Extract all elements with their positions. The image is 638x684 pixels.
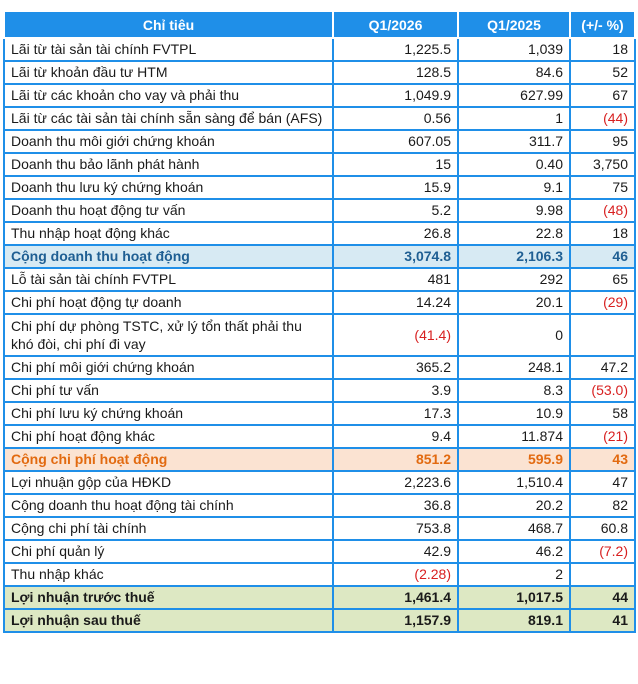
row-q1-2026: 607.05 — [333, 130, 458, 153]
row-q1-2026: 365.2 — [333, 356, 458, 379]
row-q1-2026: 17.3 — [333, 402, 458, 425]
row-label: Lãi từ các tài sản tài chính sẵn sàng để bán (AFS) — [4, 107, 333, 130]
row-change: (48) — [570, 199, 635, 222]
row-change: 18 — [570, 222, 635, 245]
row-change: 47.2 — [570, 356, 635, 379]
row-change: 65 — [570, 268, 635, 291]
total-operating-revenue-row — [4, 245, 635, 268]
row-change: (29) — [570, 291, 635, 314]
row-q1-2025: 2 — [458, 563, 570, 586]
row-q1-2026: 36.8 — [333, 494, 458, 517]
row-q1-2026: 851.2 — [333, 448, 458, 471]
header-q1-2025: Q1/2025 — [458, 11, 570, 38]
row-label: Chi phí tư vấn — [4, 379, 333, 402]
income-statement-table — [3, 10, 636, 633]
row-q1-2025: 1,510.4 — [458, 471, 570, 494]
row-q1-2026: 2,223.6 — [333, 471, 458, 494]
profit-before-tax-row — [4, 586, 635, 609]
row-label: Chi phí quản lý — [4, 540, 333, 563]
row-q1-2025: 0.40 — [458, 153, 570, 176]
row-q1-2026: 1,225.5 — [333, 38, 458, 61]
table-row — [4, 356, 635, 379]
row-label: Lãi từ tài sản tài chính FVTPL — [4, 38, 333, 61]
row-label: Doanh thu lưu ký chứng khoán — [4, 176, 333, 199]
row-label: Doanh thu hoạt động tư vấn — [4, 199, 333, 222]
table-row — [4, 107, 635, 130]
row-change: 46 — [570, 245, 635, 268]
row-q1-2025: 11.874 — [458, 425, 570, 448]
row-q1-2026: 3,074.8 — [333, 245, 458, 268]
row-q1-2026: 14.24 — [333, 291, 458, 314]
table-row — [4, 517, 635, 540]
total-operating-expense-row — [4, 448, 635, 471]
table-row — [4, 38, 635, 61]
row-q1-2026: 9.4 — [333, 425, 458, 448]
row-change: 58 — [570, 402, 635, 425]
row-q1-2026: 42.9 — [333, 540, 458, 563]
row-q1-2026: 15 — [333, 153, 458, 176]
table-row — [4, 268, 635, 291]
row-change — [570, 314, 635, 356]
header-row — [4, 11, 635, 38]
table-row — [4, 222, 635, 245]
row-q1-2025: 9.98 — [458, 199, 570, 222]
row-change: (21) — [570, 425, 635, 448]
row-label: Chi phí hoạt động khác — [4, 425, 333, 448]
row-change: 18 — [570, 38, 635, 61]
row-q1-2025: 311.7 — [458, 130, 570, 153]
table-row — [4, 563, 635, 586]
table-row — [4, 425, 635, 448]
row-q1-2025: 1 — [458, 107, 570, 130]
row-label: Cộng doanh thu hoạt động tài chính — [4, 494, 333, 517]
row-label: Chi phí môi giới chứng khoán — [4, 356, 333, 379]
row-q1-2026: 15.9 — [333, 176, 458, 199]
row-label: Chi phí hoạt động tự doanh — [4, 291, 333, 314]
table-row — [4, 314, 635, 356]
row-q1-2025: 819.1 — [458, 609, 570, 632]
row-q1-2026: (41.4) — [333, 314, 458, 356]
row-label: Lợi nhuận gộp của HĐKD — [4, 471, 333, 494]
row-change: 95 — [570, 130, 635, 153]
row-q1-2026: 26.8 — [333, 222, 458, 245]
table-row — [4, 291, 635, 314]
profit-after-tax-row — [4, 609, 635, 632]
table-row — [4, 540, 635, 563]
row-q1-2025: 1,039 — [458, 38, 570, 61]
row-change: (53.0) — [570, 379, 635, 402]
row-q1-2026: 481 — [333, 268, 458, 291]
row-label: Cộng doanh thu hoạt động — [4, 245, 333, 268]
row-label: Lợi nhuận trước thuế — [4, 586, 333, 609]
row-q1-2026: 1,157.9 — [333, 609, 458, 632]
row-change: 75 — [570, 176, 635, 199]
row-change: 67 — [570, 84, 635, 107]
row-change — [570, 563, 635, 586]
row-change: (7.2) — [570, 540, 635, 563]
header-change: (+/- %) — [570, 11, 635, 38]
row-label: Cộng chi phí hoạt động — [4, 448, 333, 471]
row-label: Lãi từ khoản đầu tư HTM — [4, 61, 333, 84]
row-q1-2025: 20.2 — [458, 494, 570, 517]
row-q1-2025: 248.1 — [458, 356, 570, 379]
table-row — [4, 402, 635, 425]
row-q1-2025: 595.9 — [458, 448, 570, 471]
table-row — [4, 494, 635, 517]
financial-table-container — [3, 10, 634, 633]
row-q1-2026: 0.56 — [333, 107, 458, 130]
row-change: (44) — [570, 107, 635, 130]
row-label: Cộng chi phí tài chính — [4, 517, 333, 540]
table-row — [4, 61, 635, 84]
table-row — [4, 153, 635, 176]
row-q1-2025: 20.1 — [458, 291, 570, 314]
header-q1-2026: Q1/2026 — [333, 11, 458, 38]
table-row — [4, 130, 635, 153]
row-label: Lãi từ các khoản cho vay và phải thu — [4, 84, 333, 107]
row-q1-2025: 46.2 — [458, 540, 570, 563]
table-row — [4, 471, 635, 494]
row-q1-2025: 1,017.5 — [458, 586, 570, 609]
table-header — [4, 11, 635, 38]
row-label: Lợi nhuận sau thuế — [4, 609, 333, 632]
table-row — [4, 199, 635, 222]
row-change: 60.8 — [570, 517, 635, 540]
row-q1-2026: (2.28) — [333, 563, 458, 586]
row-q1-2025: 84.6 — [458, 61, 570, 84]
row-change: 41 — [570, 609, 635, 632]
row-change: 82 — [570, 494, 635, 517]
row-q1-2025: 8.3 — [458, 379, 570, 402]
row-q1-2026: 3.9 — [333, 379, 458, 402]
table-row — [4, 379, 635, 402]
row-change: 52 — [570, 61, 635, 84]
row-label: Chi phí dự phòng TSTC, xử lý tổn thất phải thu khó đòi, chi phí đi vay — [4, 314, 333, 356]
row-label: Thu nhập hoạt động khác — [4, 222, 333, 245]
row-label: Thu nhập khác — [4, 563, 333, 586]
row-q1-2026: 128.5 — [333, 61, 458, 84]
header-item: Chỉ tiêu — [4, 11, 333, 38]
row-q1-2026: 1,049.9 — [333, 84, 458, 107]
row-q1-2025: 9.1 — [458, 176, 570, 199]
row-q1-2025: 2,106.3 — [458, 245, 570, 268]
table-row — [4, 176, 635, 199]
row-change: 3,750 — [570, 153, 635, 176]
row-q1-2026: 1,461.4 — [333, 586, 458, 609]
row-label: Doanh thu bảo lãnh phát hành — [4, 153, 333, 176]
row-change: 43 — [570, 448, 635, 471]
row-change: 44 — [570, 586, 635, 609]
row-q1-2026: 753.8 — [333, 517, 458, 540]
row-q1-2025: 0 — [458, 314, 570, 356]
row-q1-2025: 468.7 — [458, 517, 570, 540]
table-row — [4, 84, 635, 107]
row-label: Chi phí lưu ký chứng khoán — [4, 402, 333, 425]
row-label: Lỗ tài sản tài chính FVTPL — [4, 268, 333, 291]
table-body — [4, 38, 635, 632]
row-change: 47 — [570, 471, 635, 494]
row-q1-2025: 10.9 — [458, 402, 570, 425]
row-q1-2025: 22.8 — [458, 222, 570, 245]
row-q1-2025: 292 — [458, 268, 570, 291]
row-q1-2025: 627.99 — [458, 84, 570, 107]
row-label: Doanh thu môi giới chứng khoán — [4, 130, 333, 153]
row-q1-2026: 5.2 — [333, 199, 458, 222]
